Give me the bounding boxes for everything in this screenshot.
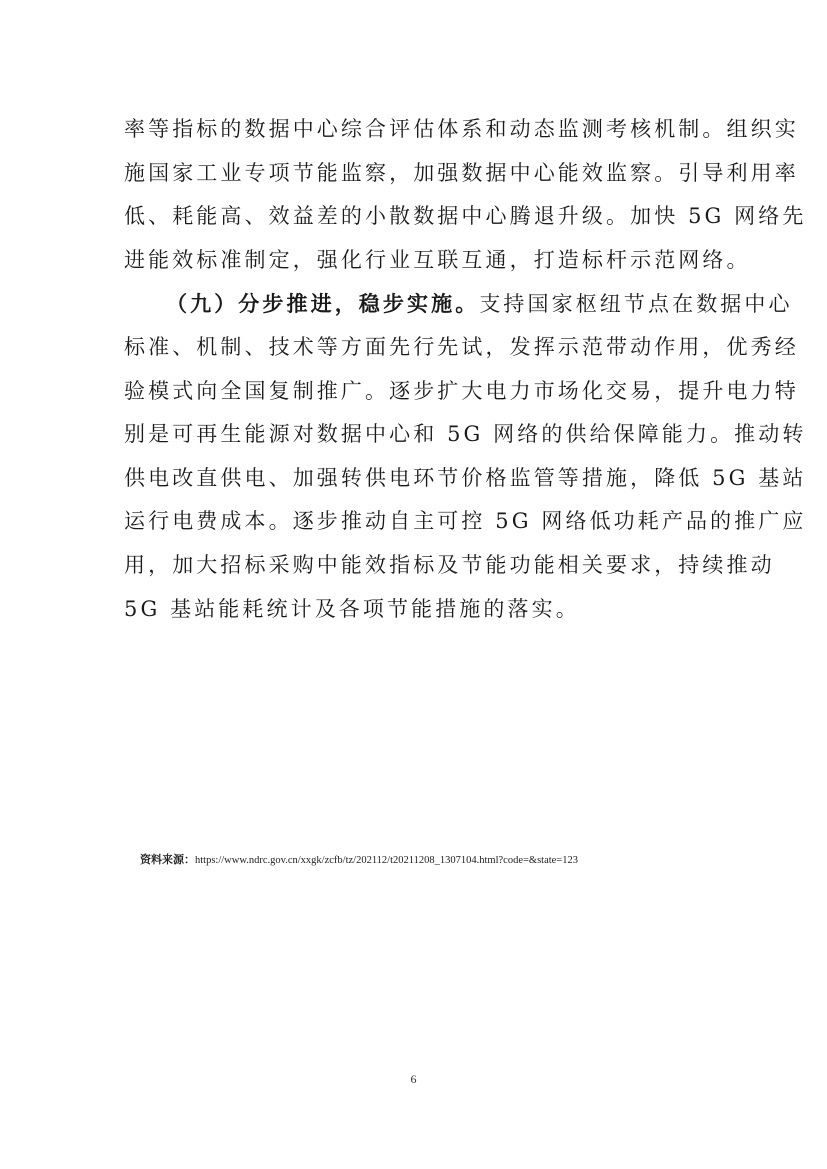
text-span: 支持国家枢纽节点在数据中心: [479, 292, 793, 317]
text-line: 低、耗能高、效益差的小散数据中心腾退升级。加快 5G 网络先: [124, 204, 807, 229]
text-line: 率等指标的数据中心综合评估体系和动态监测考核机制。组织实: [124, 117, 799, 141]
text-line: 标准、机制、技术等方面先行先试，发挥示范带动作用，优秀经: [124, 334, 799, 359]
text-line: 用，加大招标采购中能效指标及节能功能相关要求，持续推动: [124, 552, 775, 577]
text-line: 别是可再生能源对数据中心和 5G 网络的供给保障能力。推动转: [124, 422, 807, 447]
text-line: 5G 基站能耗统计及各项节能措施的落实。: [124, 596, 580, 621]
paragraph-step-by-step: [124, 282, 807, 631]
text-line: 验模式向全国复制推广。逐步扩大电力市场化交易，提升电力特: [124, 378, 799, 403]
body-text: [124, 108, 807, 631]
paragraph-energy-efficiency: [124, 108, 807, 282]
text-line: 供电改直供电、加强转供电环节价格监管等措施，降低 5G 基站: [124, 465, 807, 490]
page-number: 6: [410, 1072, 417, 1086]
text-line: 施国家工业专项节能监察，加强数据中心能效监察。引导利用率: [124, 160, 799, 185]
section-heading: （九）分步推进，稳步实施。: [166, 291, 480, 317]
source-citation: [140, 851, 578, 867]
source-label: 资料来源：: [140, 853, 195, 866]
text-line: [124, 282, 793, 326]
text-line: 运行电费成本。逐步推动自主可控 5G 网络低功耗产品的推广应: [124, 509, 807, 534]
source-url[interactable]: https://www.ndrc.gov.cn/xxgk/zcfb/tz/202112/t20211208_1307104.html?code=&state=123: [195, 855, 578, 866]
text-line: 进能效标准制定，强化行业互联互通，打造标杆示范网络。: [124, 247, 751, 272]
